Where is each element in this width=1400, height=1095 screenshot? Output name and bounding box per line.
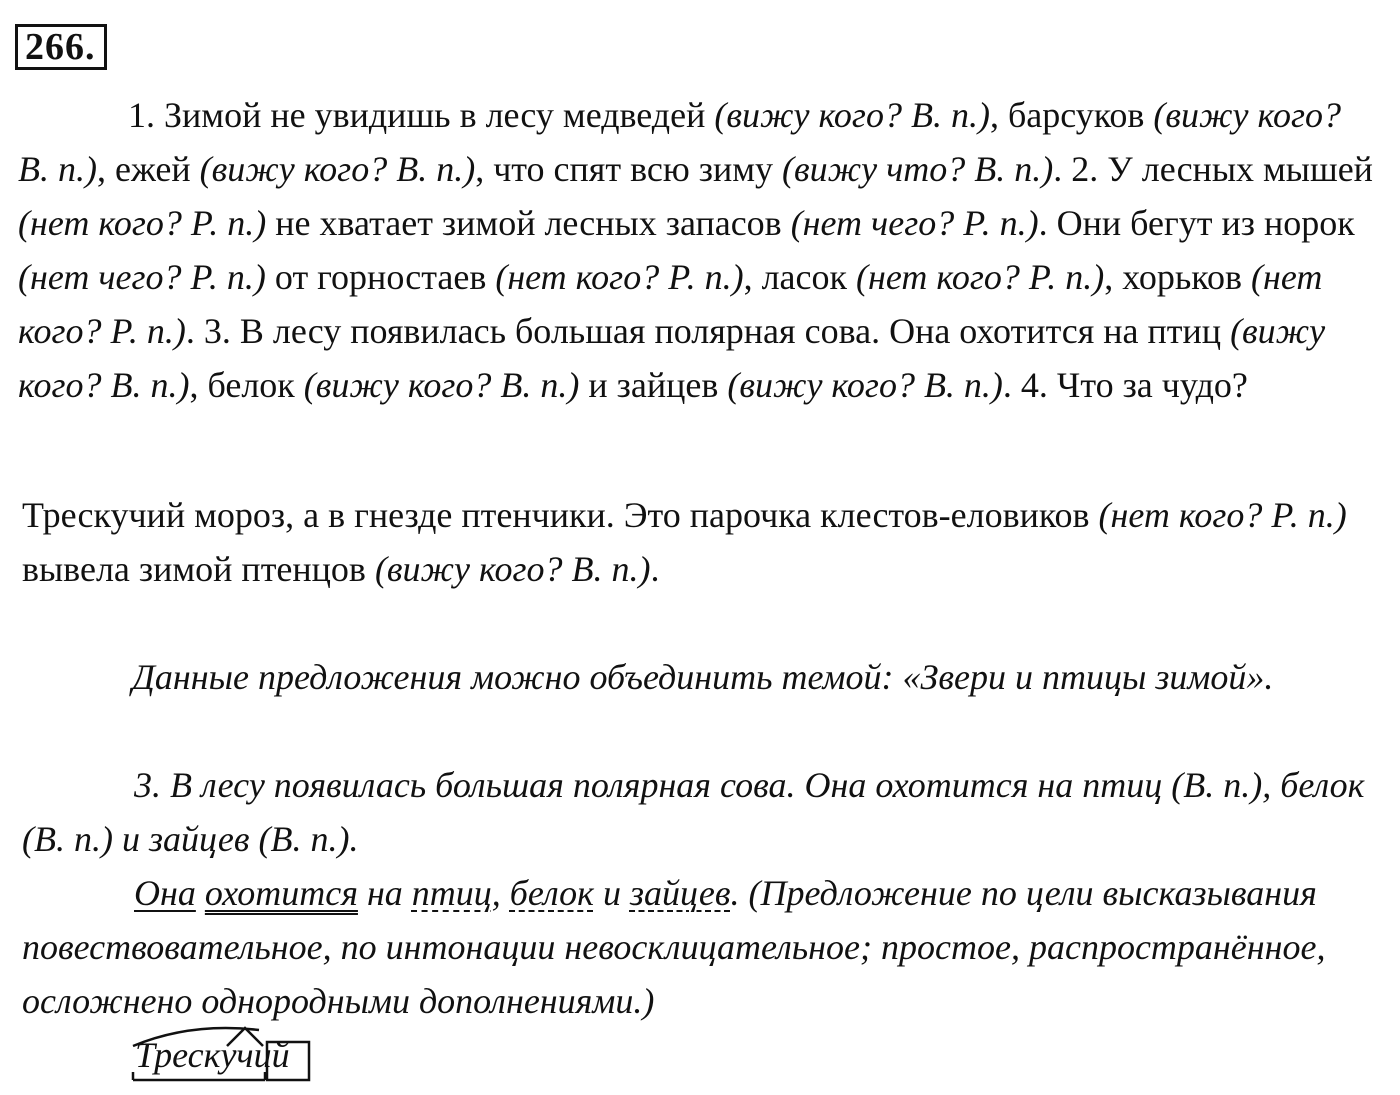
word-ending: ий — [253, 1035, 290, 1075]
case-question: (нет кого? Р. п.) — [18, 203, 267, 243]
case-question: (нет чего? Р. п.) — [790, 203, 1039, 243]
object-word: птиц — [411, 873, 492, 913]
exercise-number: 266. — [15, 24, 107, 70]
object-word: зайцев — [629, 873, 731, 913]
case-question: (вижу кого? В. п.) — [18, 95, 1342, 189]
case-question: (вижу кого? В. п.) — [374, 549, 651, 589]
answer-sentence-paragraph — [22, 758, 1382, 866]
text-segment: 1. Зимой не увидишь в лесу медведей — [128, 95, 715, 135]
task-text-paragraph — [18, 88, 1378, 412]
theme-text: Данные предложения можно объединить темой: «Звери и птицы зимой». — [132, 657, 1274, 697]
morpheme-analysis — [135, 1020, 290, 1080]
text-segment: . — [650, 549, 660, 589]
text-segment: , барсуков — [989, 95, 1154, 135]
case-question: (вижу кого? В. п.) — [714, 95, 990, 135]
morpheme-word — [135, 1035, 290, 1075]
case-question: (вижу кого? В. п.) — [199, 149, 476, 189]
case-question: (нет кого? Р. п.) — [1098, 495, 1347, 535]
parsing-paragraph — [22, 866, 1382, 1028]
word-stem: Трескуч — [135, 1035, 254, 1075]
text-segment: от горностаев — [265, 257, 496, 297]
answer-sentence-text: 3. В лесу появилась большая полярная сова. Она охотится на птиц (В. п.), белок (В. п.) и зайцев (В. п.). — [22, 765, 1365, 859]
text-segment: не хватает зимой лесных запасов — [266, 203, 791, 243]
text-segment: , хорьков — [1104, 257, 1251, 297]
text-segment: , — [491, 873, 510, 913]
case-question: (нет чего? Р. п.) — [18, 257, 266, 297]
text-segment: , ласок — [743, 257, 856, 297]
text-segment: на — [357, 873, 412, 913]
predicate-word: охотится — [204, 873, 358, 913]
text-segment: . (Предложение по цели высказывания повествовательное, по интонации невосклицательное; простое, распространённое, осложнено однородными дополнениями.) — [22, 873, 1326, 1021]
case-question: (вижу что? В. п.) — [782, 149, 1054, 189]
text-segment: вывела зимой птенцов — [22, 549, 375, 589]
case-question: (вижу кого? В. п.) — [727, 365, 1003, 405]
case-question: (вижу кого? В. п.) — [303, 365, 580, 405]
text-segment: . 2. У лесных мышей — [1053, 149, 1373, 189]
task-text-paragraph-2 — [22, 488, 1382, 596]
theme-paragraph — [22, 650, 1382, 704]
case-question: (нет кого? Р. п.) — [495, 257, 744, 297]
case-question: (нет кого? Р. п.) — [18, 257, 1323, 351]
case-question: (вижу кого? В. п.) — [18, 311, 1326, 405]
text-segment: . 4. Что за чудо? — [1002, 365, 1248, 405]
object-word: белок — [509, 873, 594, 913]
text-segment: , ежей — [96, 149, 200, 189]
text-segment: Трескучий мороз, а в гнезде птенчики. Это парочка клестов-еловиков — [22, 495, 1099, 535]
subject-word: Она — [134, 873, 196, 913]
text-segment: и — [593, 873, 630, 913]
case-question: (нет кого? Р. п.) — [856, 257, 1105, 297]
text-segment: . Они бегут из норок — [1038, 203, 1355, 243]
text-segment: , что спят всю зиму — [475, 149, 783, 189]
text-segment: , белок — [189, 365, 304, 405]
text-segment: . 3. В лесу появилась большая полярная сова. Она охотится на птиц — [185, 311, 1231, 351]
text-segment: и зайцев — [579, 365, 728, 405]
space — [196, 873, 205, 913]
